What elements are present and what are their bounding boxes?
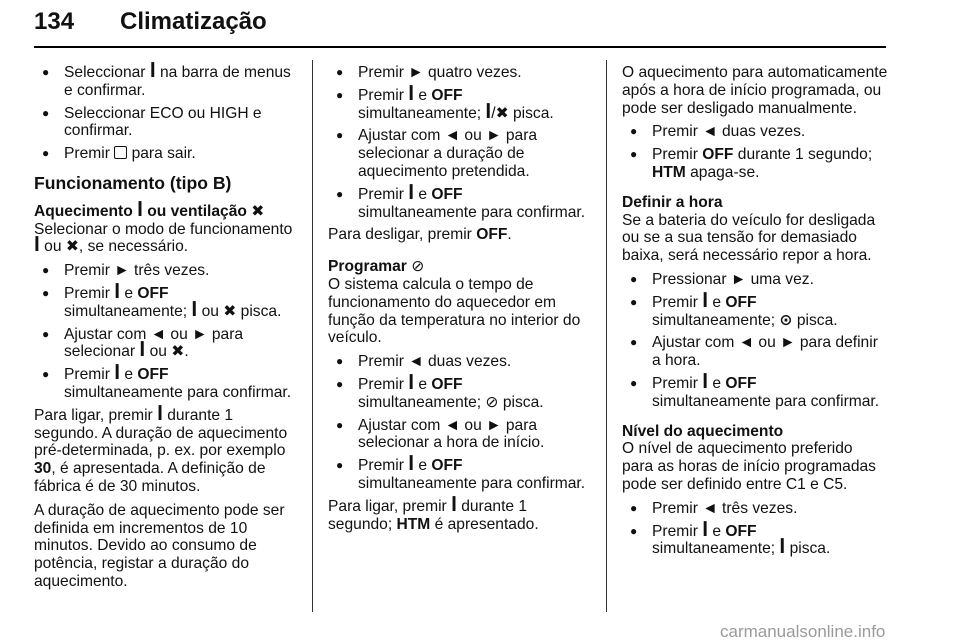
list-item: ● Seleccionar ECO ou HIGH e confirmar. <box>34 105 296 141</box>
page-header <box>34 4 886 50</box>
list-item: ● Premir ꟾ e OFF simultaneamente para confirmar. <box>328 186 590 222</box>
subsection-heading: Aquecimento ꟾ ou ventilação ✖ <box>34 201 265 220</box>
paragraph: Para ligar, premir ꟾ durante 1 segundo; HTM é apresentado. <box>328 496 539 533</box>
bullet-list <box>328 353 590 493</box>
heat-icon: ꟾ <box>137 201 143 220</box>
list-item: ● Seleccionar ꟾ na barra de menus e confirmar. <box>34 64 296 100</box>
bullet-list <box>622 500 888 558</box>
fan-icon: ✖ <box>223 301 237 320</box>
heat-icon: ꟾ <box>485 103 492 122</box>
subsection-heading: Nível do aquecimento <box>622 422 784 440</box>
column-2 <box>328 64 590 539</box>
page-number: 134 <box>34 8 75 35</box>
list-item: ● Pressionar ► uma vez. <box>622 271 888 289</box>
paragraph: Selecionar o modo de funcionamento ꟾ ou ✖, se necessário. <box>34 220 293 256</box>
list-item: ● Premir ꟾ e OFF simultaneamente; ꟾ pisca. <box>622 523 888 559</box>
header-divider <box>34 46 886 48</box>
list-item: ● Premir ► três vezes. <box>34 262 296 280</box>
paragraph: A duração de aquecimento pode ser definida em incrementos de 10 minutos. Devido ao consumo de potência, registar a duração do aquecimento. <box>34 501 285 590</box>
heat-icon: ꟾ <box>408 374 415 393</box>
heat-icon: ꟾ <box>451 496 457 515</box>
heat-icon: ꟾ <box>408 85 415 104</box>
heat-icon: ꟾ <box>114 365 121 384</box>
list-item: ● Ajustar com ◄ ou ► para selecionar a duração de aquecimento pretendida. <box>328 127 590 180</box>
list-item: ● Premir ꟾ e OFF simultaneamente; ⊙ pisca. <box>622 294 888 330</box>
watermark: carmanualsonline.info <box>720 622 886 641</box>
heat-icon: ꟾ <box>34 237 40 256</box>
list-item: ● Premir ꟾ e OFF simultaneamente para confirmar. <box>622 375 888 411</box>
list-item: ● Premir ◄ duas vezes. <box>622 123 888 141</box>
heat-icon: ꟾ <box>702 373 709 392</box>
button-icon <box>114 146 127 159</box>
bullet-list <box>34 262 296 402</box>
heat-icon: ꟾ <box>408 456 415 475</box>
list-item: ● Ajustar com ◄ ou ► para selecionar a hora de início. <box>328 417 590 453</box>
list-item: ● Premir OFF durante 1 segundo; HTM apaga-se. <box>622 146 888 182</box>
paragraph: O sistema calcula o tempo de funcionamento do aquecedor em função da temperatura no interior do veículo. <box>328 275 581 347</box>
list-item: ● Premir ꟾ e OFF simultaneamente; ⊘ pisca. <box>328 376 590 412</box>
paragraph: Se a bateria do veículo for desligada ou se a sua tensão for demasiado baixa, será necessário repor a hora. <box>622 211 876 265</box>
chapter-title: Climatização <box>120 8 267 35</box>
heat-icon: ꟾ <box>149 63 156 81</box>
paragraph: Para desligar, premir OFF. <box>328 226 512 244</box>
heat-icon: ꟾ <box>408 184 415 203</box>
list-item: ● Premir ◄ duas vezes. <box>328 353 590 371</box>
list-item: ● Premir ◄ três vezes. <box>622 500 888 518</box>
heat-icon: ꟾ <box>114 283 121 302</box>
paragraph: Para ligar, premir ꟾ durante 1 segundo. A duração de aquecimento pré-determinada, p. ex. por exemplo 30, é apresentada. A definição de fábrica é de 30 minutos. <box>34 405 288 495</box>
list-item: ● Ajustar com ◄ ou ► para definir a hora. <box>622 334 888 370</box>
heat-icon: ꟾ <box>139 342 146 361</box>
fan-icon: ✖ <box>171 342 185 361</box>
column-1 <box>34 64 296 597</box>
bullet-list <box>622 271 888 411</box>
subsection-heading: Definir a hora <box>622 193 723 211</box>
heat-icon: ꟾ <box>157 405 163 424</box>
list-item: ● Ajustar com ◄ ou ► para selecionar ꟾ ou ✖. <box>34 326 296 362</box>
clock-icon: ⊘ <box>485 392 499 411</box>
heat-icon: ꟾ <box>191 301 198 320</box>
list-item: ● Premir ꟾ e OFF simultaneamente para confirmar. <box>328 457 590 493</box>
list-item: ● Premir ► quatro vezes. <box>328 64 590 82</box>
column-divider <box>606 60 607 612</box>
list-item: ● Premir ꟾ e OFF simultaneamente para confirmar. <box>34 366 296 402</box>
heat-icon: ꟾ <box>702 521 709 540</box>
bullet-list <box>328 64 590 221</box>
paragraph: O nível de aquecimento preferido para as horas de início programadas pode ser definido entre C1 e C5. <box>622 440 876 493</box>
column-3 <box>622 64 888 563</box>
fan-icon: ✖ <box>251 201 265 220</box>
list-item: ● Premir ꟾ e OFF simultaneamente; ꟾ ou ✖ pisca. <box>34 285 296 321</box>
list-item: ● Premir ꟾ e OFF simultaneamente; ꟾ/✖ pisca. <box>328 87 590 123</box>
heat-icon: ꟾ <box>779 539 786 558</box>
section-heading: Funcionamento (tipo B) <box>34 172 232 193</box>
clock-icon: ⊘ <box>411 257 425 276</box>
list-item: ● Premir para sair. <box>34 145 296 163</box>
fan-icon: ✖ <box>495 103 509 122</box>
fan-icon: ✖ <box>65 237 79 256</box>
bullet-list <box>34 64 296 163</box>
clock-icon: ⊙ <box>779 310 793 329</box>
column-divider <box>312 60 313 612</box>
bullet-list <box>622 123 888 181</box>
subsection-heading: Programar ⊘ <box>328 257 425 276</box>
heat-icon: ꟾ <box>702 292 709 311</box>
paragraph: O aquecimento para automaticamente após a hora de início programada, ou pode ser desligado manualmente. <box>622 64 888 117</box>
